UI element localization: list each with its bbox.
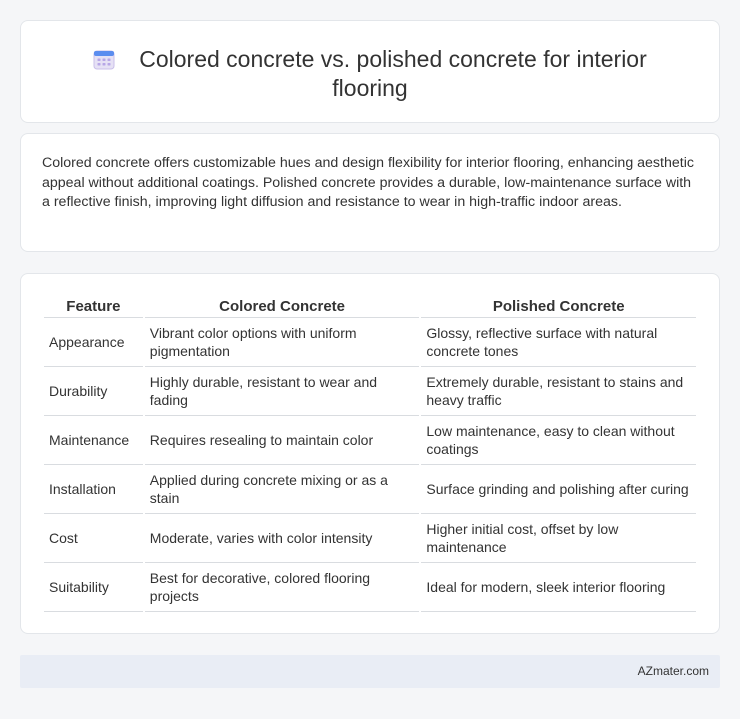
summary-card: [20, 133, 720, 252]
table-row: [44, 416, 696, 465]
calendar-icon: [93, 48, 115, 70]
polished-cell: Extremely durable, resistant to stains and heavy traffic: [421, 367, 696, 416]
colored-cell: Applied during concrete mixing or as a stain: [145, 465, 420, 514]
table-row: [44, 514, 696, 563]
feature-cell: Durability: [44, 367, 143, 416]
header-feature: Feature: [44, 296, 143, 318]
header-colored-concrete: Colored Concrete: [145, 296, 420, 318]
table-row: [44, 465, 696, 514]
polished-cell: Higher initial cost, offset by low maintenance: [421, 514, 696, 563]
colored-cell: Vibrant color options with uniform pigmentation: [145, 318, 420, 367]
polished-cell: Low maintenance, easy to clean without coatings: [421, 416, 696, 465]
summary-text: Colored concrete offers customizable hues and design flexibility for interior flooring, enhancing aesthetic appeal without additional coatings. Polished concrete provides a durable, low-maintenance surface with a reflective finish, improving light diffusion and resistance to wear in high-traffic indoor areas.: [42, 155, 694, 210]
table-row: [44, 367, 696, 416]
comparison-card: [20, 273, 720, 634]
table-row: [44, 318, 696, 367]
colored-cell: Best for decorative, colored flooring projects: [145, 563, 420, 612]
table-row: [44, 563, 696, 612]
polished-cell: Surface grinding and polishing after curing: [421, 465, 696, 514]
colored-cell: Moderate, varies with color intensity: [145, 514, 420, 563]
header-polished-concrete: Polished Concrete: [421, 296, 696, 318]
table-header-row: [44, 296, 696, 318]
feature-cell: Maintenance: [44, 416, 143, 465]
feature-cell: Appearance: [44, 318, 143, 367]
footer-bar: [20, 655, 720, 688]
feature-cell: Installation: [44, 465, 143, 514]
page-title: [21, 45, 719, 103]
feature-cell: Cost: [44, 514, 143, 563]
polished-cell: Ideal for modern, sleek interior flooring: [421, 563, 696, 612]
page-title-text: Colored concrete vs. polished concrete for interior flooring: [139, 46, 647, 101]
comparison-table: [42, 296, 698, 612]
colored-cell: Highly durable, resistant to wear and fading: [145, 367, 420, 416]
polished-cell: Glossy, reflective surface with natural concrete tones: [421, 318, 696, 367]
feature-cell: Suitability: [44, 563, 143, 612]
colored-cell: Requires resealing to maintain color: [145, 416, 420, 465]
footer-brand[interactable]: AZmater.com: [637, 664, 709, 678]
title-card: [20, 20, 720, 123]
